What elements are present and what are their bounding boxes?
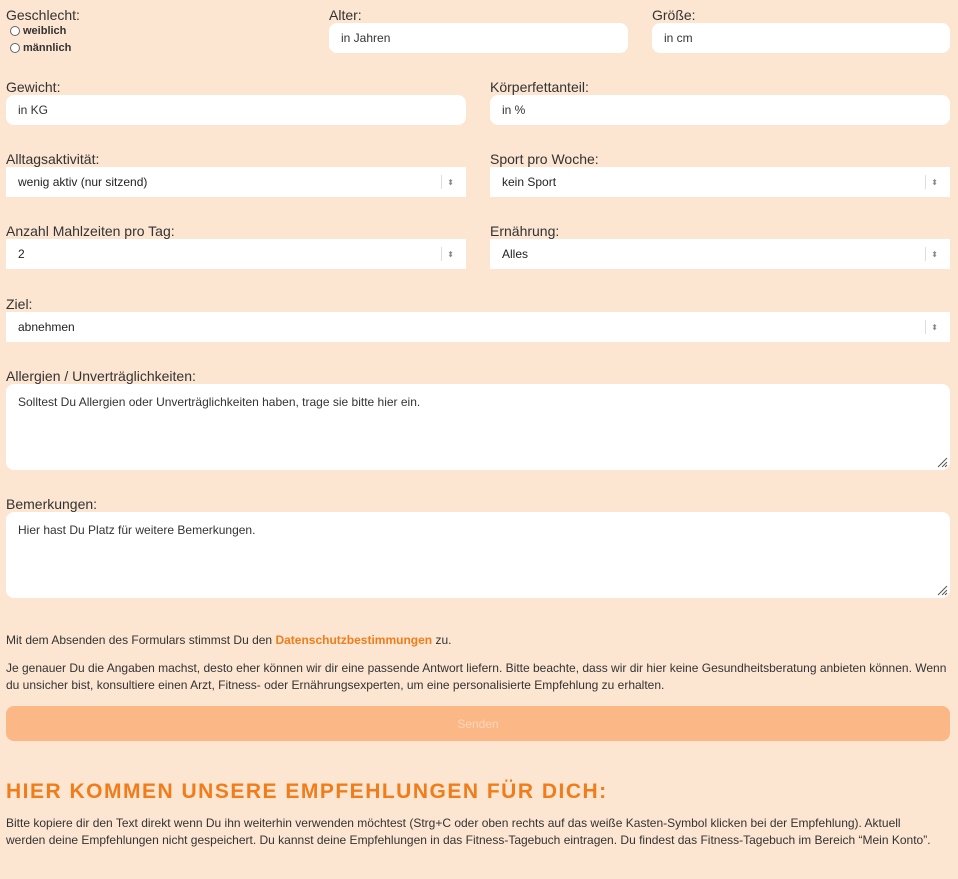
gender-female-label: weiblich	[23, 25, 67, 37]
accuracy-notice: Je genauer Du die Angaben machst, desto eher können wir dir eine passende Antwort liefern. Bitte beachte, dass wir dir hier keine Gesundheitsberatung anbieten können. Wenn du unsicher bist, konsultiere einen Arzt, Fitness- oder Ernährungsexperten, um eine personalisierte Empfehlung zu erhalten.	[6, 661, 947, 692]
select-arrows-icon: ⬍	[441, 175, 454, 189]
sport-select[interactable]	[490, 167, 950, 197]
gender-label: Geschlecht:	[6, 7, 80, 23]
recommendations-heading: HIER KOMMEN UNSERE EMPFEHLUNGEN FÜR DICH:	[6, 780, 608, 803]
diet-label: Ernährung:	[490, 223, 560, 239]
age-label: Alter:	[329, 7, 362, 23]
select-arrows-icon: ⬍	[925, 247, 938, 261]
activity-label: Alltagsaktivität:	[6, 151, 100, 167]
gender-option-female[interactable]	[10, 25, 66, 37]
resize-grip-icon[interactable]	[936, 456, 948, 468]
diet-select[interactable]	[490, 239, 950, 269]
privacy-prefix: Mit dem Absenden des Formulars stimmst Du den	[6, 633, 276, 647]
privacy-notice	[6, 632, 451, 649]
remarks-placeholder: Hier hast Du Platz für weitere Bemerkungen.	[18, 523, 256, 537]
recommendations-text: Bitte kopiere dir den Text direkt wenn Du ihn weiterhin verwenden möchtest (Strg+C oder oben rechts auf das weiße Kasten-Symbol klicken bei der Empfehlung). Aktuell werden deine Empfehlungen nicht gespeichert. Du kannst deine Empfehlungen in das Fitness-Tagebuch eintragen. Du findest das Fitness-Tagebuch im Bereich “Mein Konto”.	[6, 816, 931, 847]
allergies-placeholder: Solltest Du Allergien oder Unverträglichkeiten haben, trage sie bitte hier ein.	[18, 395, 421, 409]
goal-label: Ziel:	[6, 296, 33, 312]
select-arrows-icon: ⬍	[925, 175, 938, 189]
goal-value: abnehmen	[18, 320, 75, 334]
remarks-label: Bemerkungen:	[6, 496, 98, 512]
height-label: Größe:	[652, 7, 696, 23]
gender-option-male[interactable]	[10, 42, 71, 54]
send-button[interactable]: Senden	[6, 706, 950, 741]
gender-male-label: männlich	[23, 42, 72, 54]
radio-female[interactable]	[10, 26, 20, 36]
height-input[interactable]: in cm	[652, 23, 950, 53]
allergies-textarea[interactable]	[6, 384, 950, 470]
meals-select[interactable]	[6, 239, 466, 269]
bodyfat-label: Körperfettanteil:	[490, 79, 589, 95]
goal-select[interactable]	[6, 312, 950, 342]
activity-select[interactable]	[6, 167, 466, 197]
activity-value: wenig aktiv (nur sitzend)	[18, 175, 148, 189]
meals-label: Anzahl Mahlzeiten pro Tag:	[6, 223, 175, 239]
sport-label: Sport pro Woche:	[490, 151, 599, 167]
weight-input[interactable]: in KG	[6, 95, 466, 125]
resize-grip-icon[interactable]	[936, 584, 948, 596]
allergies-label: Allergien / Unverträglichkeiten:	[6, 368, 196, 384]
sport-value: kein Sport	[502, 175, 557, 189]
select-arrows-icon: ⬍	[925, 320, 938, 334]
meals-value: 2	[18, 247, 25, 261]
diet-value: Alles	[502, 247, 529, 261]
privacy-link[interactable]: Datenschutzbestimmungen	[275, 633, 433, 647]
weight-label: Gewicht:	[6, 79, 61, 95]
select-arrows-icon: ⬍	[441, 247, 454, 261]
age-input[interactable]: in Jahren	[329, 23, 628, 53]
bodyfat-input[interactable]: in %	[490, 95, 950, 125]
remarks-textarea[interactable]	[6, 512, 950, 598]
privacy-suffix: zu.	[432, 633, 452, 647]
radio-male[interactable]	[10, 43, 20, 53]
